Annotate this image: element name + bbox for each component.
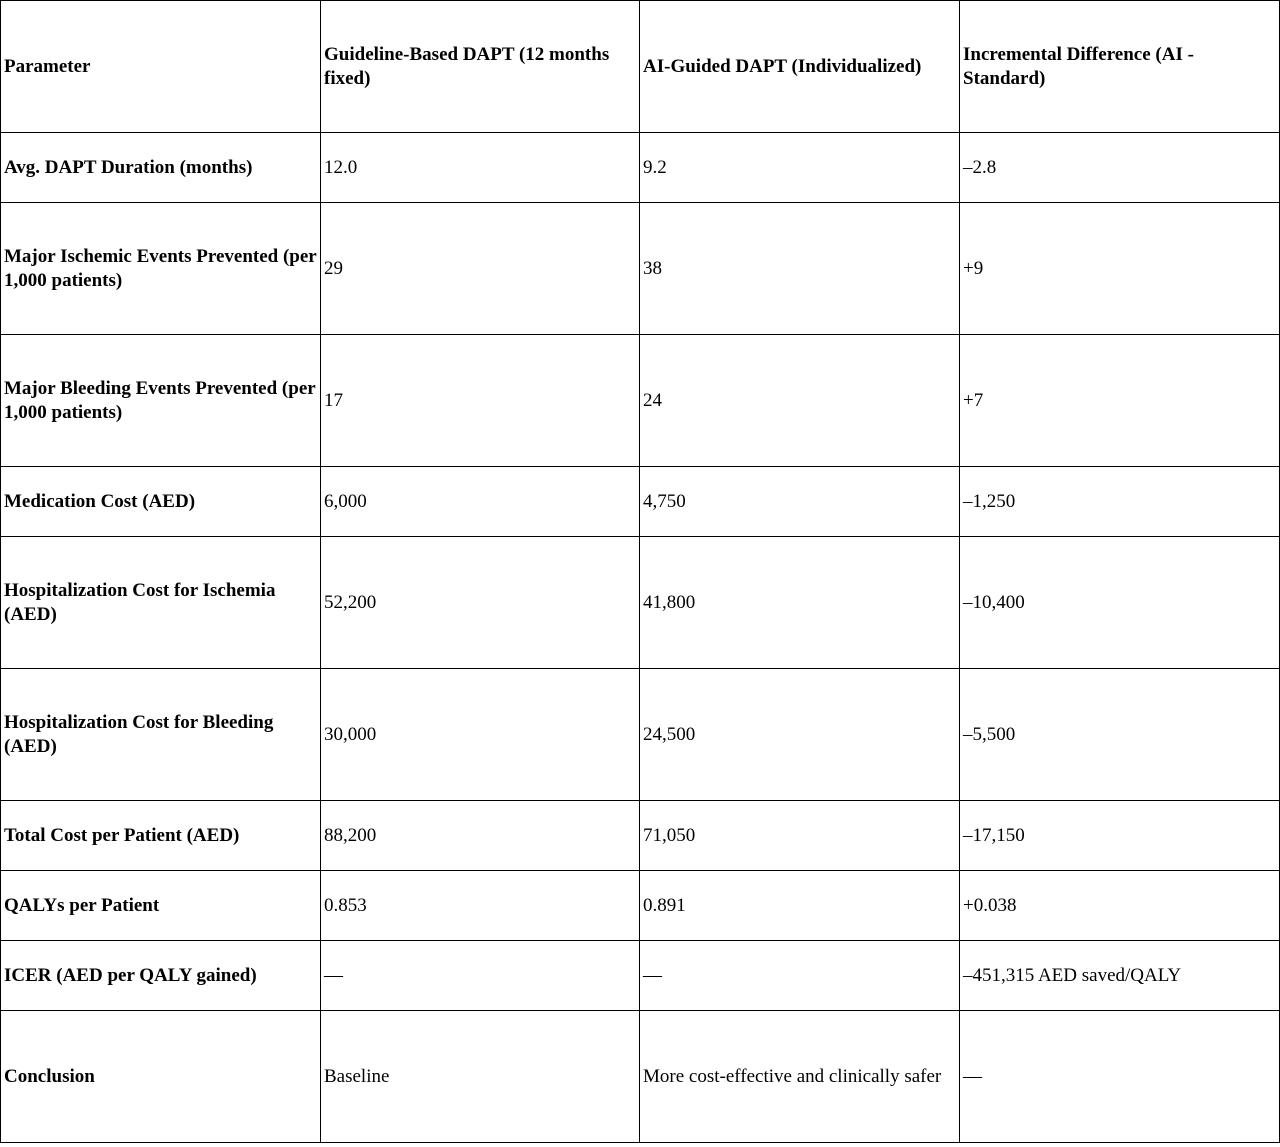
table-row: [1, 335, 1280, 467]
table-row: [1, 203, 1280, 335]
row-difference-value: –10,400: [960, 537, 1280, 669]
row-guideline-value: 52,200: [321, 537, 640, 669]
row-guideline-value: 88,200: [321, 801, 640, 871]
row-guideline-value: 30,000: [321, 669, 640, 801]
row-guideline-value: —: [321, 941, 640, 1011]
table-row: [1, 941, 1280, 1011]
row-guideline-value: Baseline: [321, 1011, 640, 1143]
row-ai-value: 9.2: [640, 133, 960, 203]
row-parameter: Major Ischemic Events Prevented (per 1,000 patients): [1, 203, 321, 335]
header-row: [1, 1, 1280, 133]
row-ai-value: More cost-effective and clinically safer: [640, 1011, 960, 1143]
row-parameter: QALYs per Patient: [1, 871, 321, 941]
row-ai-value: 0.891: [640, 871, 960, 941]
row-guideline-value: 0.853: [321, 871, 640, 941]
table-row: [1, 801, 1280, 871]
row-guideline-value: 29: [321, 203, 640, 335]
row-difference-value: +9: [960, 203, 1280, 335]
row-ai-value: 4,750: [640, 467, 960, 537]
row-parameter: Major Bleeding Events Prevented (per 1,000 patients): [1, 335, 321, 467]
row-parameter: Avg. DAPT Duration (months): [1, 133, 321, 203]
row-ai-value: 24,500: [640, 669, 960, 801]
header-guideline-dapt: Guideline-Based DAPT (12 months fixed): [321, 1, 640, 133]
row-guideline-value: 17: [321, 335, 640, 467]
row-difference-value: —: [960, 1011, 1280, 1143]
row-parameter: Conclusion: [1, 1011, 321, 1143]
row-guideline-value: 6,000: [321, 467, 640, 537]
row-parameter: Hospitalization Cost for Ischemia (AED): [1, 537, 321, 669]
table-row: [1, 871, 1280, 941]
row-difference-value: +7: [960, 335, 1280, 467]
row-ai-value: 24: [640, 335, 960, 467]
row-ai-value: 38: [640, 203, 960, 335]
table-row: [1, 537, 1280, 669]
row-difference-value: +0.038: [960, 871, 1280, 941]
row-difference-value: –451,315 AED saved/QALY: [960, 941, 1280, 1011]
row-ai-value: 71,050: [640, 801, 960, 871]
row-difference-value: –1,250: [960, 467, 1280, 537]
table-row: [1, 467, 1280, 537]
header-parameter: Parameter: [1, 1, 321, 133]
row-difference-value: –17,150: [960, 801, 1280, 871]
row-ai-value: —: [640, 941, 960, 1011]
row-parameter: Total Cost per Patient (AED): [1, 801, 321, 871]
table-row: [1, 133, 1280, 203]
table-row: [1, 1011, 1280, 1143]
row-guideline-value: 12.0: [321, 133, 640, 203]
row-difference-value: –2.8: [960, 133, 1280, 203]
header-ai-guided-dapt: AI-Guided DAPT (Individualized): [640, 1, 960, 133]
row-ai-value: 41,800: [640, 537, 960, 669]
table-row: [1, 669, 1280, 801]
row-difference-value: –5,500: [960, 669, 1280, 801]
header-incremental-difference: Incremental Difference (AI - Standard): [960, 1, 1280, 133]
row-parameter: Hospitalization Cost for Bleeding (AED): [1, 669, 321, 801]
row-parameter: Medication Cost (AED): [1, 467, 321, 537]
row-parameter: ICER (AED per QALY gained): [1, 941, 321, 1011]
